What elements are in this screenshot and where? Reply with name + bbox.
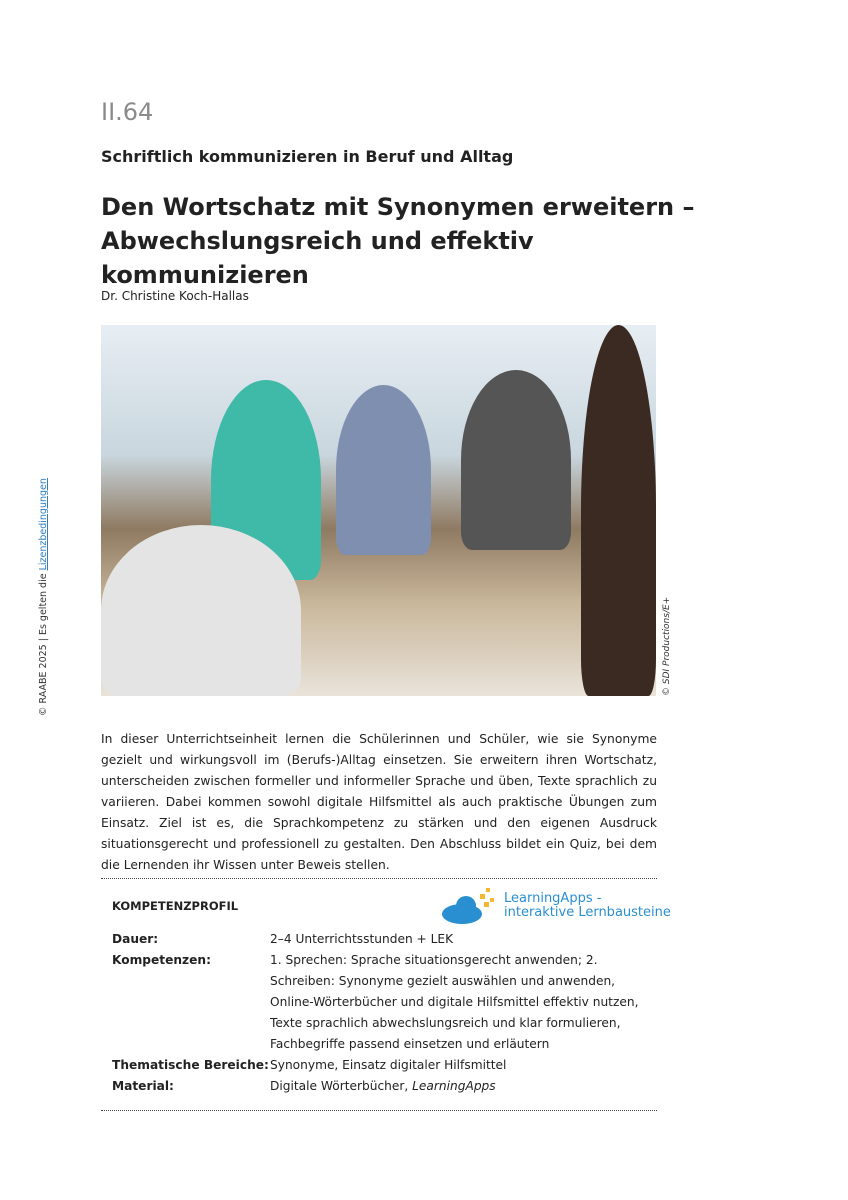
divider: [101, 878, 657, 879]
profile-heading: KOMPETENZPROFIL: [112, 899, 239, 913]
profile-row-duration: [112, 929, 645, 950]
learningapps-logo: [440, 886, 671, 926]
copyright-text: © RAABE 2025 | Es gelten die: [38, 570, 49, 716]
profile-row-competences: [112, 950, 645, 1055]
author: Dr. Christine Koch-Hallas: [101, 289, 249, 303]
row-value: [270, 1076, 645, 1097]
classroom-photo: [101, 325, 656, 696]
photo-person: [101, 525, 301, 696]
cloud-icon: [440, 886, 500, 926]
intro-paragraph: In dieser Unterrichtseinheit lernen die Schülerinnen und Schüler, wie sie Synonyme gezielt und wirkungsvoll im (Berufs-)Alltag einsetzen. Sie erweitern ihren Wortschatz, unterscheiden zwischen formeller und informeller Sprache und üben, Texte sprachlich zu variieren. Dabei kommen sowohl digitale Hilfsmittel als auch praktische Übungen zum Einsatz. Ziel ist es, die Sprachkompetenz zu stärken und den eigenen Ausdruck situationsgerecht und professionell zu gestalten. Den Abschluss bildet ein Quiz, bei dem die Lernenden ihr Wissen unter Beweis stellen.: [101, 732, 657, 872]
license-note: [38, 478, 49, 716]
photo-person: [581, 325, 656, 696]
page-title: Den Wortschatz mit Synonymen erweitern – Abwechslungsreich und effektiv kommunizieren: [101, 193, 695, 289]
logo-line-1: LearningApps -: [504, 891, 602, 906]
photo-person: [461, 370, 571, 550]
row-value: 2–4 Unterrichtsstunden + LEK: [270, 932, 454, 946]
photo-credit: © SDI Productions/E+: [662, 596, 672, 696]
row-label: Kompetenzen:: [112, 953, 211, 967]
series-title: Schriftlich kommunizieren in Beruf und Alltag: [101, 147, 514, 166]
row-value: Synonyme, Einsatz digitaler Hilfsmittel: [270, 1058, 507, 1072]
profile-row-material: [112, 1076, 645, 1097]
material-italic: LearningApps: [412, 1079, 496, 1093]
photo-person: [336, 385, 431, 555]
material-text: Digitale Wörterbücher,: [270, 1079, 413, 1093]
divider: [101, 1110, 657, 1111]
unit-code: II.64: [101, 98, 154, 126]
row-value: 1. Sprechen: Sprache situationsgerecht anwenden; 2. Schreiben: Synonyme gezielt auswählen und anwenden, Online-Wörterbücher und digitale Hilfsmittel effektiv nutzen, Texte sprachlich abwechslungsreich und klar formulieren, Fachbegriffe passend einsetzen und erläutern: [270, 953, 639, 1051]
logo-line-2: interaktive Lernbausteine: [504, 905, 671, 920]
license-link[interactable]: Lizenzbedingungen: [38, 478, 49, 571]
profile-row-topics: [112, 1055, 645, 1076]
row-label: Dauer:: [112, 932, 159, 946]
row-label: Material:: [112, 1079, 174, 1093]
row-label: Thematische Bereiche:: [112, 1058, 269, 1072]
